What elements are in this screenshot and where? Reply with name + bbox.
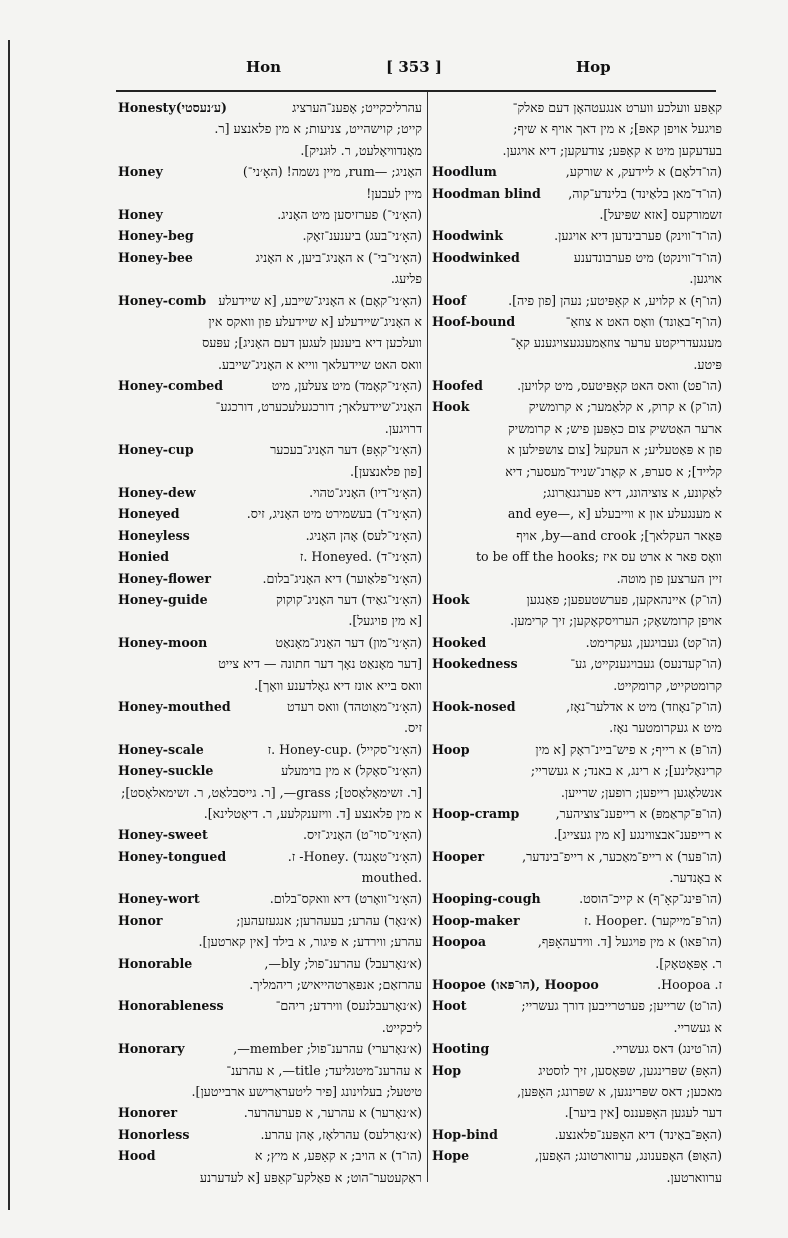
dictionary-entry-line	[118, 161, 422, 182]
entry-headword: Honey-beg	[118, 228, 194, 244]
entry-headword: Hooked	[432, 634, 487, 650]
entry-headword: Hooting	[432, 1041, 490, 1057]
entry-definition: א רייפענ־אבצווינגע [א מין געצייג].	[553, 827, 722, 843]
entry-headword: Hoopoe (הו־פּאו), Hoopoo	[432, 977, 599, 993]
entry-definition: mouthed.	[361, 870, 422, 886]
entry-headword: Hoofed	[432, 378, 483, 394]
entry-definition: (האָ׳ני־טאָנגד) .Honey- ז.	[287, 848, 422, 864]
dictionary-entry-line	[118, 974, 422, 995]
dictionary-entry-line	[432, 354, 722, 375]
dictionary-entry-line	[118, 375, 422, 396]
dictionary-entry-line	[432, 161, 722, 182]
entry-definition: (האָפּ־באַינד) דיא האָפּענ־פלאנצע.	[554, 1126, 722, 1142]
entry-definition: (הו־טינג) דאס געשריי.	[611, 1041, 722, 1057]
entry-definition: ליכקייט.	[381, 1019, 422, 1035]
entry-definition: מאָנדוויאָלעט, ר. לוּגניק].	[300, 142, 422, 158]
entry-headword: Hop-bind	[432, 1126, 498, 1142]
left-column	[118, 97, 422, 1188]
entry-definition: זשמורקעס [אזא שפּיעל].	[599, 206, 722, 222]
dictionary-entry-line	[432, 632, 722, 653]
dictionary-entry-line	[432, 183, 722, 204]
entry-definition: (הו־ט) שרייען; פערטרייבען דורך געשריי;	[521, 998, 722, 1014]
entry-headword: Hoof	[432, 292, 467, 308]
entry-definition: (הו־ק) איינהאקען, פערשטעפען; פאַנגען	[526, 591, 722, 607]
entry-definition: (הו־קט) געבויגען, געקרימט.	[585, 634, 722, 650]
column-divider	[427, 92, 428, 1182]
entry-definition: מיט א געקרומטער נאָז.	[609, 720, 722, 736]
entry-headword: Hook	[432, 591, 470, 607]
dictionary-entry-line	[118, 439, 422, 460]
dictionary-entry-line	[118, 696, 422, 717]
entry-headword: Hoop-maker	[432, 912, 520, 928]
dictionary-entry-line	[118, 183, 422, 204]
entry-definition: ר. אָפּאָטאָק].	[655, 955, 722, 971]
dictionary-entry-line	[432, 888, 722, 909]
header-rule	[116, 90, 716, 92]
dictionary-entry-line	[432, 418, 722, 439]
entry-definition: (האָ׳ני־) פערזיסען מיט האָניג.	[277, 206, 422, 222]
dictionary-entry-line	[432, 439, 722, 460]
dictionary-entry-line	[118, 1145, 422, 1166]
entry-definition: (א׳נאָרערי) עהרענ־פול; member—,	[233, 1041, 422, 1057]
dictionary-entry-line	[432, 1038, 722, 1059]
entry-definition: (האָ׳ני־קאָמד) מיט צעלען, מיט	[271, 378, 422, 394]
entry-definition: אויגען.	[689, 271, 722, 287]
entry-definition: (האָ׳ני־מאַוטהד) וואס רעדט	[286, 698, 422, 714]
entry-definition: א געשריי.	[673, 1019, 722, 1035]
entry-definition: (האָ׳ני־סאָקל) א מין בוימעלע	[281, 763, 422, 779]
entry-definition: (האָ׳ני־בעג) ביענענ־זאָק.	[302, 228, 422, 244]
dictionary-entry-line	[432, 375, 722, 396]
entry-definition: (א׳נאָר) עהרע; בעעהרען; אנגעזעהען;	[236, 912, 422, 928]
header-right-guide-word: Hop	[576, 58, 611, 76]
dictionary-entry-line	[118, 867, 422, 888]
entry-definition: (הו־ף) א קלויע, א קאָפּיטע; נעהן [פון פיה].	[508, 292, 722, 308]
dictionary-entry-line	[432, 675, 722, 696]
dictionary-entry-line	[118, 1102, 422, 1123]
dictionary-entry-line	[118, 675, 422, 696]
dictionary-entry-line	[118, 632, 422, 653]
dictionary-entry-line	[118, 653, 422, 674]
entry-headword: Hood	[118, 1148, 156, 1164]
dictionary-entry-line	[432, 910, 722, 931]
dictionary-entry-line	[118, 717, 422, 738]
dictionary-entry-line	[118, 568, 422, 589]
entry-headword: Hoop	[432, 741, 470, 757]
entry-headword: Honeyed	[118, 506, 180, 522]
entry-definition: (הו־פּ־קראַמפּ) א רייפענ־צוציהער,	[555, 805, 722, 821]
entry-definition: זיס.	[404, 720, 422, 736]
dictionary-entry-line	[432, 931, 722, 952]
entry-definition: to be off the hooks; וואָס פאר א ארט עס איז	[475, 549, 722, 565]
dictionary-entry-line	[118, 888, 422, 909]
entry-definition: עהרזאַם; אנפּאַרטהייאיש; ריהמליך.	[249, 977, 422, 993]
entry-headword: Honey-comb	[118, 292, 207, 308]
dictionary-entry-line	[118, 846, 422, 867]
entry-definition: (הו־פט) וואס האט קאָפּיטעס, מיט קלויען.	[517, 378, 722, 394]
entry-definition: [פון פלאנצען].	[350, 463, 422, 479]
entry-headword: Honorary	[118, 1041, 185, 1057]
dictionary-entry-line	[432, 803, 722, 824]
dictionary-entry-line	[432, 824, 722, 845]
entry-headword: Honied	[118, 549, 170, 565]
entry-definition: [ר. זשימאָלאָסט]; grass—, [ר. גייסבלאַט, ר. זשימאלאָסט];	[121, 784, 422, 800]
entry-definition: (האָ׳ני־מון) דער האָניג־מאָנאַט	[275, 634, 422, 650]
dictionary-entry-line	[118, 589, 422, 610]
dictionary-entry-line	[432, 396, 722, 417]
entry-definition: (האָ׳ני־קאָפּ) דער האָניג־בעכער	[270, 442, 422, 458]
dictionary-entry-line	[118, 418, 422, 439]
dictionary-entry-line	[432, 589, 722, 610]
entry-headword: Hoop-cramp	[432, 805, 520, 821]
entry-definition: (האָ׳ני־סקייל) .Honey-cup .ז	[267, 741, 422, 757]
entry-definition: ערווארטען.	[666, 1169, 722, 1185]
dictionary-entry-line	[432, 140, 722, 161]
entry-definition: א מין פלאנצע [ד. וויזענקלעע, ר. דיאָטלינא].	[203, 805, 422, 821]
entry-definition: פויגעל אויפן קאפּ]; א מין דאך אויף א שיף;	[513, 121, 722, 137]
dictionary-entry-line	[432, 482, 722, 503]
entry-headword: Honey-guide	[118, 591, 208, 607]
dictionary-entry-line	[118, 268, 422, 289]
entry-definition: (האָ׳ני־בי־) א האָניג־ביען, א האָניג	[255, 249, 422, 265]
dictionary-entry-line	[118, 546, 422, 567]
dictionary-entry-line	[432, 846, 722, 867]
dictionary-entry-line	[432, 204, 722, 225]
entry-headword: Hooping-cough	[432, 891, 541, 907]
entry-definition: קרינאָלינע]; א רינג, א באנד; א געשריי;	[530, 763, 722, 779]
entry-definition: (האָ׳ני־ד) בעשמירט מיט האָניג, זיס.	[246, 506, 422, 522]
dictionary-entry-line	[432, 995, 722, 1016]
entry-headword: Honey	[118, 164, 163, 180]
entry-definition: פּיטע.	[693, 356, 722, 372]
dictionary-entry-line	[118, 803, 422, 824]
entry-headword: Hope	[432, 1148, 470, 1164]
dictionary-entry-line	[118, 739, 422, 760]
dictionary-entry-line	[118, 824, 422, 845]
entry-headword: Hoodlum	[432, 164, 497, 180]
entry-definition: (האָ׳ני־לעס) אָהן האָניג.	[305, 527, 422, 543]
dictionary-entry-line	[118, 97, 422, 118]
dictionary-entry-line	[118, 332, 422, 353]
dictionary-entry-line	[432, 974, 722, 995]
entry-definition: ארער האַטשיק צום כאַפּען פיש; א קרומשיק	[508, 420, 722, 436]
entry-headword: Honey-bee	[118, 249, 193, 265]
entry-headword: Hooper	[432, 848, 485, 864]
dictionary-entry-line	[118, 1167, 422, 1188]
entry-headword: Honor	[118, 912, 163, 928]
dictionary-entry-line	[432, 1060, 722, 1081]
dictionary-entry-line	[118, 503, 422, 524]
entry-definition: [א מין פויגעל].	[348, 613, 422, 629]
entry-headword: Hoot	[432, 998, 467, 1014]
dictionary-entry-line	[118, 1038, 422, 1059]
entry-definition: מענגעדריקטע ערער צוזאַמענגעצויגענע קאָ־	[510, 335, 722, 351]
entry-definition: (א׳נאָרער) א עהרער, א פערעהרער.	[243, 1105, 422, 1121]
dictionary-entry-line	[432, 953, 722, 974]
entry-definition: אנשלאָגען רייפען; רופען; שרייען.	[560, 784, 722, 800]
dictionary-entry-line	[432, 1167, 722, 1188]
entry-headword: Hoodwink	[432, 228, 504, 244]
dictionary-entry-line	[118, 140, 422, 161]
dictionary-entry-line	[432, 1145, 722, 1166]
entry-definition: (האָ׳ני־דיו) האָניג־טהוי.	[309, 485, 422, 501]
entry-headword: Hoopoa	[432, 934, 487, 950]
entry-definition: (א׳נאָרעבלנעס) ווירדע; ריהם־	[275, 998, 422, 1014]
entry-headword: Honey-wort	[118, 891, 200, 907]
entry-definition: וואס בייא אונז דיא גאָלדענע וואָך].	[254, 677, 422, 693]
dictionary-entry-line	[118, 1081, 422, 1102]
entry-definition: האָניג־שיידעלאך; דורכגעלעכערט, דורכגע־	[215, 399, 422, 415]
entry-headword: Honorer	[118, 1105, 178, 1121]
entry-definition: (האָפּ) שפּרינגען, שפּאָסען, זיך לוסטיג	[538, 1062, 722, 1078]
dictionary-entry-line	[118, 1017, 422, 1038]
dictionary-entry-line	[118, 610, 422, 631]
dictionary-entry-line	[118, 995, 422, 1016]
entry-definition: בעדעקען מיט א קאַפּע; צודעקען; דיא אויגען.	[502, 142, 722, 158]
entry-definition: עהרליכקייט; אָפענ־הערציג	[292, 100, 422, 115]
entry-definition: (הו־ד) א הויב; א קאַפּע, א מיץ; א	[254, 1148, 422, 1164]
entry-headword: Hoof-bound	[432, 313, 516, 329]
entry-definition: (האָ׳ני־קאָם) א האָניג־שייבע, [א שיידעלע	[218, 292, 422, 308]
entry-definition: פון א פּאַטעליע; א העקעל [צום צושפּילען א	[507, 442, 722, 458]
header-left-guide-word: Hon	[246, 58, 282, 76]
entry-definition: פּאַאר העקלאך]; by—and crook, אויף	[516, 527, 722, 543]
dictionary-entry-line	[432, 97, 722, 118]
dictionary-entry-line	[432, 867, 722, 888]
dictionary-entry-line	[432, 717, 722, 738]
entry-definition: (הו־ד־מאן בלאַינד) בלינדע־קוה,	[568, 185, 722, 201]
entry-definition: [דער מאָנאַט נאָך דער חתונה — דיא צייט	[218, 656, 422, 672]
dictionary-entry-line	[118, 225, 422, 246]
entry-definition: (הו־פּינג־קאָ־ף) א קייכ־הוסט.	[579, 891, 722, 907]
entry-definition: (א׳נאָרעבל) עהרענ־פול; bly—,	[264, 955, 422, 971]
entry-headword: Honey-combed	[118, 378, 224, 394]
dictionary-entry-line	[432, 311, 722, 332]
dictionary-entry-line	[118, 910, 422, 931]
entry-definition: (האָ׳ני־וואָרט) דיא וואקס־בלום.	[269, 891, 422, 907]
entry-definition: עהרע; ווירדע; א פיגור, א בילד [אין קארטען].	[198, 934, 422, 950]
entry-headword: Honey-cup	[118, 442, 194, 458]
dictionary-entry-line	[118, 1060, 422, 1081]
entry-definition: קאַפּע וועלכע ווערט אנגעטהאָן דעם פאלק־	[512, 100, 722, 115]
dictionary-entry-line	[118, 204, 422, 225]
dictionary-entry-line	[118, 354, 422, 375]
dictionary-entry-line	[432, 653, 722, 674]
dictionary-entry-line	[432, 1017, 722, 1038]
dictionary-entry-line	[432, 503, 722, 524]
entry-headword: Hoodwinked	[432, 249, 520, 265]
entry-definition: א האָניג־שיידעלע [א שיידעלע פון וואקס אין	[208, 313, 422, 329]
dictionary-entry-line	[432, 525, 722, 546]
entry-headword: Hoodman blind	[432, 185, 541, 201]
dictionary-entry-line	[118, 290, 422, 311]
entry-definition: (הו־פּאו) א מין פויגעל [ד. ווידעהאָפּף,	[537, 934, 722, 950]
entry-definition: טיטעל; בעלוינונג [פיר ליטעראַרישע ארבייטען].	[191, 1083, 422, 1099]
dictionary-entry-line	[432, 290, 722, 311]
entry-definition: (האָופּ) האָפענונג, ערווארטונג; האָפען,	[534, 1148, 722, 1164]
page-number: [ 353 ]	[386, 58, 442, 76]
entry-definition: and eye—, א מענגעלע און א ווייבעלע [א	[507, 506, 722, 522]
entry-definition: אויפן קרומשאָק; הערויסקאָקען; זיך קרימען.	[510, 613, 722, 629]
dictionary-entry-line	[118, 760, 422, 781]
entry-headword: Honey-mouthed	[118, 698, 231, 714]
entry-definition: (הו־קעדנעס) געבויגענקייט, גע־	[570, 656, 722, 672]
entry-definition: קייט; קוישהייט, צניעות; א מין פלאנצע [ר.	[214, 121, 422, 137]
dictionary-entry-line	[432, 760, 722, 781]
entry-headword: Honey-dew	[118, 485, 196, 501]
entry-definition: (הו־פּ־מייקער) .Hooper .ז	[584, 912, 722, 928]
entry-headword: Hookedness	[432, 656, 518, 672]
entry-headword: Honey-suckle	[118, 763, 214, 779]
dictionary-entry-line	[432, 225, 722, 246]
dictionary-entry-line	[118, 1124, 422, 1145]
dictionary-entry-line	[118, 482, 422, 503]
dictionary-entry-line	[432, 247, 722, 268]
entry-headword: Honorless	[118, 1126, 190, 1142]
entry-headword: Hook	[432, 399, 470, 415]
scan-edge	[8, 40, 10, 1210]
dictionary-entry-line	[432, 118, 722, 139]
entry-definition: קלייד]; א סערפּ, א קאָרנ־שנייד־מעסער; דיא	[505, 463, 722, 479]
dictionary-entry-line	[432, 782, 722, 803]
entry-definition: קרומטקייט, קרומקייט.	[613, 677, 722, 693]
dictionary-entry-line	[432, 1102, 722, 1123]
dictionary-entry-line	[432, 461, 722, 482]
entry-definition: (הו־ק) א קרוק, א קלאַמער; א קרומשיק	[528, 399, 722, 415]
entry-headword: Honey-moon	[118, 634, 208, 650]
dictionary-entry-line	[118, 311, 422, 332]
entry-headword: Honey-scale	[118, 741, 204, 757]
entry-definition: האָניג; —rum, מיין נשמה! (האָ׳ני־)	[242, 164, 422, 180]
right-column	[432, 97, 722, 1188]
entry-headword: Honey-sweet	[118, 827, 208, 843]
dictionary-entry-line	[118, 953, 422, 974]
entry-definition: א עהרענ־מיטגליעד; title—, א עהרענ־	[226, 1062, 422, 1078]
entry-definition: פליעג.	[390, 271, 422, 287]
dictionary-entry-line	[432, 1081, 722, 1102]
entry-headword: Honeyless	[118, 527, 190, 543]
dictionary-entry-line	[432, 332, 722, 353]
entry-headword: Hop	[432, 1062, 462, 1078]
dictionary-entry-line	[118, 396, 422, 417]
entry-headword: Honorableness	[118, 998, 224, 1014]
entry-headword: Hook-nosed	[432, 698, 516, 714]
entry-definition: לאַקונע, א צוציהונג, דיא פערגנאַרונג;	[542, 485, 722, 501]
dictionary-entry-line	[432, 1124, 722, 1145]
entry-definition: א באָנדער.	[669, 870, 722, 886]
entry-definition: (א׳נאָרלעס) עהרלאָז, אָהן עהרע.	[260, 1126, 422, 1142]
entry-definition: (האָ׳ני־גאַיד) דער האָניג־קוקוק	[275, 591, 422, 607]
entry-headword: Honey-tongued	[118, 848, 227, 864]
entry-definition: (האָ׳ני־ד) .Honeyed .ז	[299, 549, 422, 565]
entry-definition: (הו־ף־באַונד) וואָס האט א צוזאַ־	[565, 313, 722, 329]
dictionary-entry-line	[432, 739, 722, 760]
entry-definition: ראַקעטער־הוט; א פאַלקע־קאַפּע [א לעדערנע	[199, 1169, 422, 1185]
entry-definition: (האָ׳ני־סוי־ט) האָניג־זיס.	[302, 827, 422, 843]
entry-definition: דרויגען.	[384, 420, 422, 436]
dictionary-entry-line	[432, 610, 722, 631]
dictionary-entry-line	[432, 546, 722, 567]
entry-definition: זיין הערצען פון מוטה.	[616, 570, 722, 586]
entry-definition: וועלכען דיא ביענען לעגען דעם האָניג]; עפּעס	[202, 335, 422, 351]
page-header	[116, 58, 716, 86]
entry-definition: (הו־פּ) א רייף; א פיש־ביינ־ראָק [א מין	[535, 741, 722, 757]
entry-definition: (הו־דלאָם) א ליידעק, א שורקע,	[565, 164, 722, 180]
dictionary-entry-line	[432, 268, 722, 289]
entry-headword: Honey-flower	[118, 570, 212, 586]
entry-definition: (האָ׳ני־פלאַוער) דיא האָניג־בלום.	[262, 570, 422, 586]
entry-definition: (הו־פּער) א רייפ־מאַכער, א רייפ־בינדער,	[522, 848, 722, 864]
entry-definition: מאכען; דאס שפּרינגען, א שפּרונג; האָפּען,	[517, 1083, 722, 1099]
dictionary-entry-line	[432, 568, 722, 589]
dictionary-entry-line	[118, 525, 422, 546]
entry-headword: Honesty(ע׳נעסטי)	[118, 100, 227, 115]
entry-headword: Honey	[118, 206, 163, 222]
entry-definition: דער לעגען האָפּעננס [אין ביער].	[564, 1105, 722, 1121]
entry-definition: (הו־ד־ווינק) פערבינדען דיא אויגען.	[554, 228, 722, 244]
dictionary-entry-line	[118, 782, 422, 803]
dictionary-entry-line	[118, 931, 422, 952]
entry-headword: Honorable	[118, 955, 193, 971]
dictionary-entry-line	[118, 461, 422, 482]
dictionary-entry-line	[118, 247, 422, 268]
entry-definition: (הו־ד־ווינקט) מיט פערבונדענע	[573, 249, 722, 265]
entry-definition: .Hoopoa .ז	[657, 977, 722, 993]
entry-definition: (הו־ק־נאָוזד) מיט א אדלער־נאָז,	[566, 698, 722, 714]
entry-definition: מיין לעבען!	[366, 185, 422, 201]
dictionary-entry-line	[118, 118, 422, 139]
dictionary-entry-line	[432, 696, 722, 717]
entry-definition: וואס האט שיידעלאך ווייא א האָניג־שייבע.	[218, 356, 422, 372]
